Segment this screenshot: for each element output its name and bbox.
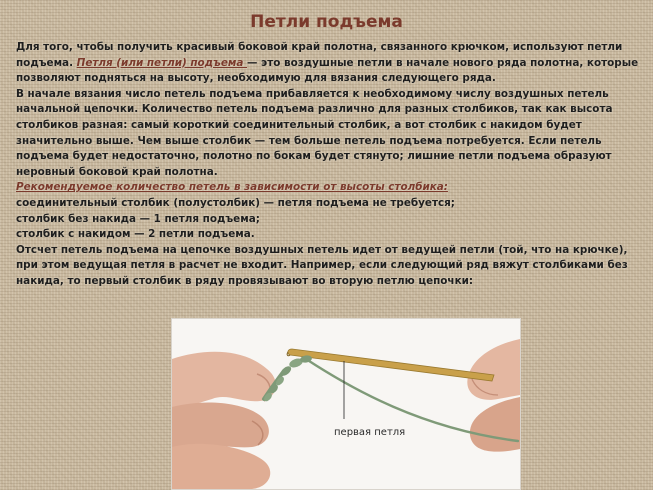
slide-title: Петли подъема (250, 12, 403, 32)
paragraph-explanation: В начале вязания число петель подъема прибавляется к необходимому числу воздушных петель начальной цепочки. Количество петель подъема различно для разных столбиков, так как высота столбиков разная: самый короткий соединительный столбик, а вот столбик с накидом будет значительно выше. Чем выше столбик — тем больше петель подъема потребуется. Если петель подъема будет недостаточно, полотно по бокам будет стянуто; лишние петли подъема образуют неровный боковой край полотна. (16, 87, 613, 178)
photo-caption: первая петля (334, 427, 406, 438)
recommended-heading: Рекомендуемое количество петель в зависимости от высоты столбика: (16, 181, 448, 194)
paragraph-definition: — это воздушные петли в начале нового ряда полотна, которые позволяют подняться на высоту, необходимую для вязания следующего ряда. (16, 56, 639, 85)
recommendation-item: столбик с накидом — 2 петли подъема. (16, 228, 255, 241)
body-text (16, 40, 640, 290)
crochet-photo (171, 318, 521, 490)
recommendation-item: соединительный столбик (полустолбик) — петля подъема не требуется; (16, 196, 455, 209)
paragraph-intro: Для того, чтобы получить красивый боковой край полотна, связанного крючком, используют петли подъема. (16, 41, 623, 69)
term-highlight: Петля (или петли) подъема (76, 56, 248, 69)
recommendation-item: столбик без накида — 1 петля подъема; (16, 212, 260, 225)
paragraph-counting: Отсчет петель подъема на цепочке воздушных петель идет от ведущей петли (той, что на крючке), при этом ведущая петля в расчет не входит. Например, если следующий ряд вяжут столбиками без накида, то первый столбик в ряду провязывают во вторую петлю цепочки: (16, 243, 628, 287)
crochet-illustration (172, 319, 520, 489)
